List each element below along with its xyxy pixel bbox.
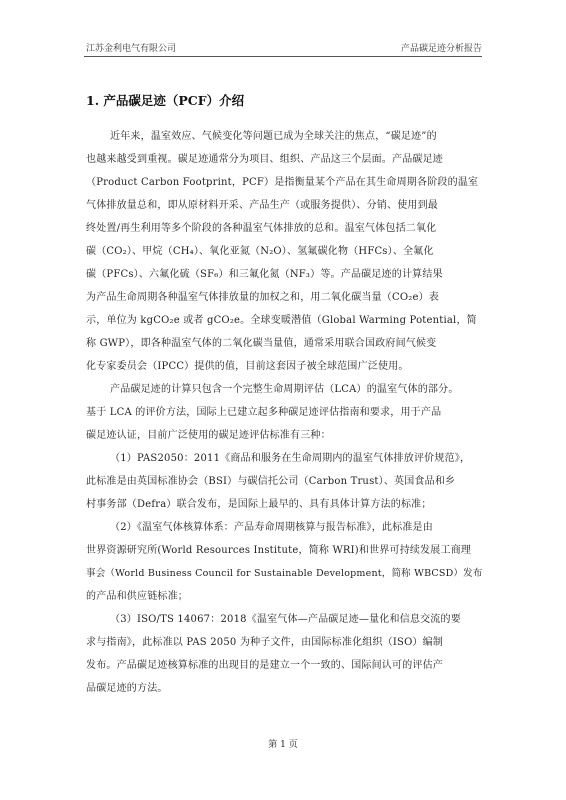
body-line: 世界资源研究所(World Resources Institute，简称 WRI)和世界可持续发展工商理 bbox=[86, 545, 472, 556]
body-line: 的产品和供应链标准； bbox=[86, 591, 188, 602]
body-line: 发布。产品碳足迹核算标准的出现目的是建立一个一致的、国际间认可的评估产 bbox=[86, 660, 443, 671]
body-line: 称 GWP），即各种温室气体的二氧化碳当量值，通常采用联合国政府间气候变 bbox=[86, 338, 437, 349]
body-line: 示，单位为 kgCO₂e 或者 gCO₂e。全球变暖潜值（Global Warming Potential，简 bbox=[86, 315, 477, 326]
body-line: 碳（PFCs）、六氟化硫（SF₆）和三氟化氮（NF₃）等。产品碳足迹的计算结果 bbox=[86, 269, 443, 280]
body-line: 气体排放量总和，即从原材料开采、产品生产（或服务提供）、分销、使用到最 bbox=[86, 200, 438, 211]
page-number: 第 1 页 bbox=[268, 740, 298, 750]
body-line: 此标准是由英国标准协会（BSI）与碳信托公司（Carbon Trust）、英国食品和乡 bbox=[86, 476, 456, 487]
body-line: （3）ISO/TS 14067：2018《温室气体—产品碳足迹—量化和信息交流的要 bbox=[110, 614, 461, 625]
header-report-title: 产品碳足迹分析报告 bbox=[400, 44, 482, 54]
body-line: 村事务部（Defra）联合发布，是国际上最早的、具有具体计算方法的标准； bbox=[86, 499, 432, 510]
body-line: 求与指南》，此标准以 PAS 2050 为种子文件，由国际标准化组织（ISO）编制 bbox=[86, 637, 444, 648]
body-line: 碳（CO₂）、甲烷（CH₄）、氧化亚氮（N₂O）、氢氟碳化物（HFCs）、全氟化 bbox=[86, 246, 434, 257]
header-company: 江苏金利电气有限公司 bbox=[86, 44, 177, 54]
section-title: 1. 产品碳足迹（PCF）介绍 bbox=[86, 93, 245, 108]
body-line: 基于 LCA 的评价方法，国际上已建立起多种碳足迹评估指南和要求，用于产品 bbox=[86, 407, 442, 418]
header-divider bbox=[84, 56, 482, 57]
body-line: 事会（World Business Council for Sustainable Development，简称 WBCSD）发布 bbox=[86, 568, 483, 579]
body-line: 品碳足迹的方法。 bbox=[86, 683, 168, 694]
body-line: （1）PAS2050：2011《商品和服务在生命周期内的温室气体排放评价规范》， bbox=[110, 453, 471, 464]
body-line: （2）《温室气体核算体系：产品寿命周期核算与报告标准》，此标准是由 bbox=[110, 522, 433, 533]
body-line: 也越来越受到重视。碳足迹通常分为项目、组织、产品这三个层面。产品碳足迹 bbox=[86, 154, 443, 165]
body-line: 碳足迹认证，目前广泛使用的碳足迹评估标准有三种： bbox=[86, 430, 331, 441]
body-line: （Product Carbon Footprint，PCF）是指衡量某个产品在其生命周期各阶段的温室 bbox=[86, 177, 479, 188]
body-line: 为产品生命周期各种温室气体排放量的加权之和，用二氧化碳当量（CO₂e）表 bbox=[86, 292, 439, 303]
body-line: 产品碳足迹的计算只包含一个完整生命周期评估（LCA）的温室气体的部分。 bbox=[110, 384, 459, 395]
body-line: 化专家委员会（IPCC）提供的值，目前这套因子被全球范围广泛使用。 bbox=[86, 361, 409, 372]
body-line: 近年来，温室效应、气候变化等问题已成为全球关注的焦点，“碳足迹”的 bbox=[110, 131, 437, 142]
body-line: 终处置/再生利用等多个阶段的各种温室气体排放的总和。温室气体包括二氧化 bbox=[86, 223, 437, 234]
